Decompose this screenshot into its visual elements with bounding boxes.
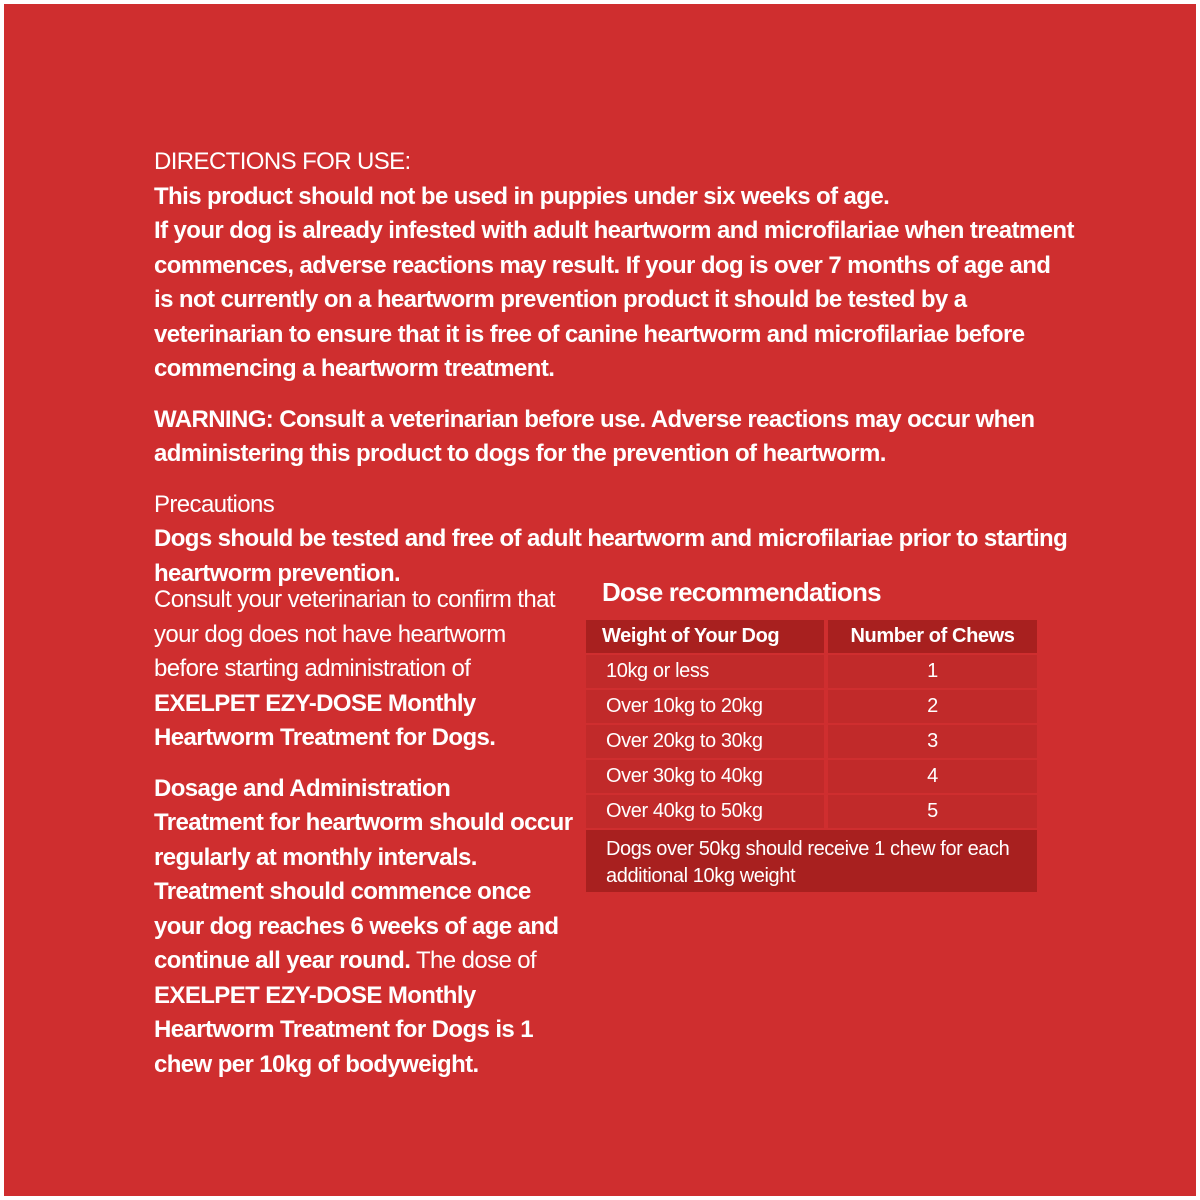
row-chews: 3 xyxy=(828,725,1037,758)
precautions-text: Dogs should be tested and free of adult heartworm and microfilariae prior to starting heartworm prevention. xyxy=(154,525,1068,587)
dosage-light: The dose of xyxy=(410,947,537,974)
row-weight: 10kg or less xyxy=(586,655,824,688)
dose-table-title: Dose recommendations xyxy=(602,577,881,607)
header-chews: Number of Chews xyxy=(828,620,1037,653)
row-chews: 1 xyxy=(828,655,1037,688)
table-row xyxy=(586,690,1037,723)
left-column xyxy=(154,583,574,1082)
dosage-tail: EXELPET EZY-DOSE Monthly Heartworm Treatment for Dogs is 1 chew per 10kg of bodyweight. xyxy=(154,981,533,1078)
header-weight: Weight of Your Dog xyxy=(586,620,824,653)
row-weight: Over 20kg to 30kg xyxy=(586,725,824,758)
dose-table-header xyxy=(586,620,1037,653)
warning-text: WARNING: Consult a veterinarian before use. Adverse reactions may occur when administering this product to dogs for the prevention of heartworm. xyxy=(154,405,1035,467)
row-chews: 4 xyxy=(828,760,1037,793)
dose-table xyxy=(586,620,1037,892)
precautions-heading: Precautions xyxy=(154,490,275,518)
product-name: EXELPET EZY-DOSE Monthly Heartworm Treatment for Dogs. xyxy=(154,689,496,751)
table-row xyxy=(586,655,1037,688)
row-chews: 2 xyxy=(828,690,1037,723)
row-weight: Over 10kg to 20kg xyxy=(586,690,824,723)
row-weight: Over 30kg to 40kg xyxy=(586,760,824,793)
dose-table-note: Dogs over 50kg should receive 1 chew for each additional 10kg weight xyxy=(586,830,1037,892)
label-panel xyxy=(4,4,1196,1196)
directions-heading: DIRECTIONS FOR USE: xyxy=(154,148,411,175)
consult-text: Consult your veterinarian to confirm that your dog does not have heartworm before starting administration of xyxy=(154,586,555,682)
row-weight: Over 40kg to 50kg xyxy=(586,795,824,828)
dosage-text: Treatment for heartworm should occur regularly at monthly intervals. Treatment should commence once your dog reaches 6 weeks of age and continue all year round. xyxy=(154,809,573,974)
directions-line: This product should not be used in puppies under six weeks of age. xyxy=(154,182,890,210)
dosage-heading: Dosage and Administration xyxy=(154,774,451,802)
table-row xyxy=(586,725,1037,758)
table-row xyxy=(586,795,1037,828)
directions-paragraph: If your dog is already infested with adult heartworm and microfilariae when treatment commences, adverse reactions may result. If your dog is over 7 months of age and is not currently on a heartworm prevention product it should be tested by a veterinarian to ensure that it is free of canine heartworm and microfilariae before commencing a heartworm treatment. xyxy=(154,217,1074,382)
row-chews: 5 xyxy=(828,795,1037,828)
table-row xyxy=(586,760,1037,793)
directions-section xyxy=(154,145,1074,591)
